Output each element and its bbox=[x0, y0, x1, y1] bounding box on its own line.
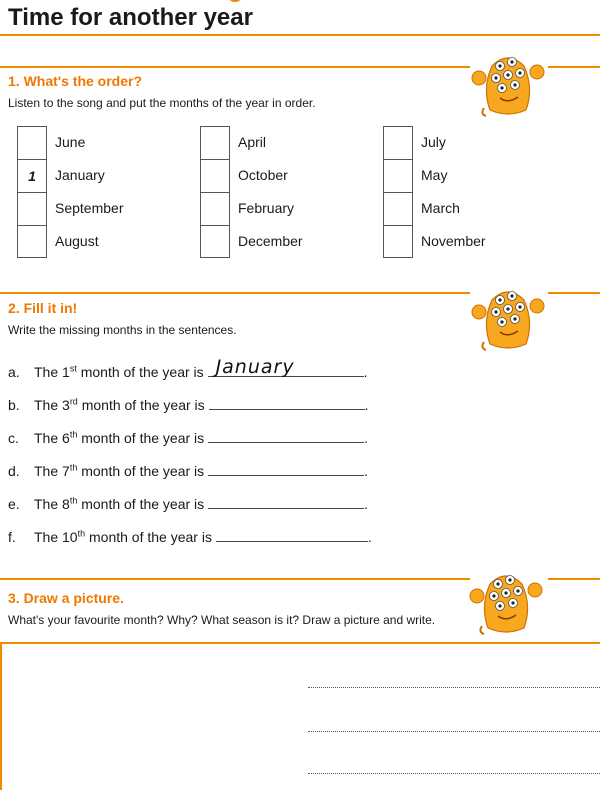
answer-blank[interactable] bbox=[208, 428, 364, 443]
sentence-text: The 1 bbox=[34, 364, 70, 380]
month-label: August bbox=[55, 233, 99, 249]
sentence-letter: c. bbox=[8, 430, 19, 446]
sentence-text: The 10 bbox=[34, 529, 78, 545]
sentence-line bbox=[8, 461, 368, 479]
sentence-letter: b. bbox=[8, 397, 20, 413]
sentence-text: month of the year is bbox=[76, 364, 208, 380]
sentence-text: month of the year is bbox=[85, 529, 216, 545]
drawing-area[interactable] bbox=[0, 642, 600, 790]
answer-blank[interactable] bbox=[208, 494, 364, 509]
order-number-box[interactable] bbox=[383, 159, 413, 192]
order-number-box[interactable] bbox=[383, 192, 413, 225]
order-number-box[interactable] bbox=[17, 225, 47, 258]
writing-line[interactable] bbox=[308, 773, 600, 774]
section1-heading: 1. What's the order? bbox=[8, 73, 143, 89]
month-label: July bbox=[421, 134, 446, 150]
order-number-box[interactable] bbox=[17, 192, 47, 225]
ordinal-suffix: rd bbox=[69, 396, 78, 407]
ordinal-suffix: th bbox=[69, 462, 78, 473]
month-label: September bbox=[55, 200, 124, 216]
order-number-box[interactable]: 1 bbox=[17, 159, 47, 192]
month-label: January bbox=[55, 167, 105, 183]
section1-divider-right bbox=[548, 66, 600, 68]
order-number-box[interactable] bbox=[383, 126, 413, 159]
order-number-box[interactable] bbox=[200, 192, 230, 225]
month-label: May bbox=[421, 167, 448, 183]
month-label: March bbox=[421, 200, 460, 216]
answer-blank[interactable] bbox=[208, 461, 364, 476]
page-title: Time for another year bbox=[8, 4, 253, 31]
month-label: November bbox=[421, 233, 486, 249]
decorative-blob bbox=[228, 0, 242, 2]
sentence-text: The 6 bbox=[34, 430, 70, 446]
writing-line[interactable] bbox=[308, 731, 600, 732]
section2-divider bbox=[0, 292, 470, 294]
writing-line[interactable] bbox=[308, 687, 600, 688]
sentence-line bbox=[8, 428, 368, 446]
title-divider bbox=[0, 34, 600, 36]
section1-instruction: Listen to the song and put the months of the year in order. bbox=[8, 96, 316, 110]
sentence-period: . bbox=[364, 496, 368, 512]
ordinal-suffix: th bbox=[69, 495, 78, 506]
section2-divider-right bbox=[548, 292, 600, 294]
ordinal-suffix: st bbox=[69, 363, 77, 374]
order-number-box[interactable] bbox=[17, 126, 47, 159]
month-label: February bbox=[238, 200, 295, 216]
sentence-period: . bbox=[367, 529, 372, 545]
order-number-box[interactable] bbox=[383, 225, 413, 258]
section1-divider bbox=[0, 66, 470, 68]
sentence-text: The 3 bbox=[34, 397, 70, 413]
sentence-line bbox=[8, 527, 372, 545]
sentence-letter: a. bbox=[8, 364, 20, 380]
sentence-line bbox=[8, 356, 368, 380]
section3-divider-right bbox=[548, 578, 600, 580]
answer-blank[interactable] bbox=[216, 527, 368, 542]
section2-heading: 2. Fill it in! bbox=[8, 300, 78, 316]
section3-heading: 3. Draw a picture. bbox=[8, 590, 124, 606]
sentence-line bbox=[8, 494, 368, 512]
section2-instruction: Write the missing months in the sentences. bbox=[8, 323, 237, 337]
sentence-line bbox=[8, 395, 368, 413]
section3-instruction: What's your favourite month? Why? What season is it? Draw a picture and write. bbox=[8, 613, 436, 627]
monster-mascot-icon bbox=[468, 566, 544, 638]
sentence-period: . bbox=[364, 463, 368, 479]
sentence-letter: f. bbox=[8, 529, 16, 545]
ordinal-suffix: th bbox=[69, 429, 78, 440]
sentence-text: month of the year is bbox=[77, 430, 209, 446]
month-label: December bbox=[238, 233, 303, 249]
monster-mascot-icon bbox=[470, 48, 546, 120]
sentence-period: . bbox=[363, 364, 368, 380]
answer-blank[interactable] bbox=[208, 356, 364, 378]
answer-blank[interactable] bbox=[209, 395, 365, 410]
monster-mascot-icon bbox=[470, 282, 546, 354]
sentence-letter: e. bbox=[8, 496, 20, 512]
order-number-box[interactable] bbox=[200, 126, 230, 159]
month-label: June bbox=[55, 134, 86, 150]
sentence-text: The 8 bbox=[34, 496, 70, 512]
sentence-period: . bbox=[364, 430, 368, 446]
sentence-period: . bbox=[364, 397, 369, 413]
sentence-letter: d. bbox=[8, 463, 20, 479]
order-number-box[interactable] bbox=[200, 159, 230, 192]
sentence-text: month of the year is bbox=[77, 463, 209, 479]
ordinal-suffix: th bbox=[77, 528, 86, 539]
sentence-text: month of the year is bbox=[77, 397, 209, 413]
month-label: April bbox=[238, 134, 267, 150]
sentence-text: month of the year is bbox=[77, 496, 209, 512]
section3-divider bbox=[0, 578, 470, 580]
order-number-box[interactable] bbox=[200, 225, 230, 258]
month-label: October bbox=[238, 167, 288, 183]
handwritten-answer: January bbox=[215, 356, 295, 378]
sentence-text: The 7 bbox=[34, 463, 70, 479]
